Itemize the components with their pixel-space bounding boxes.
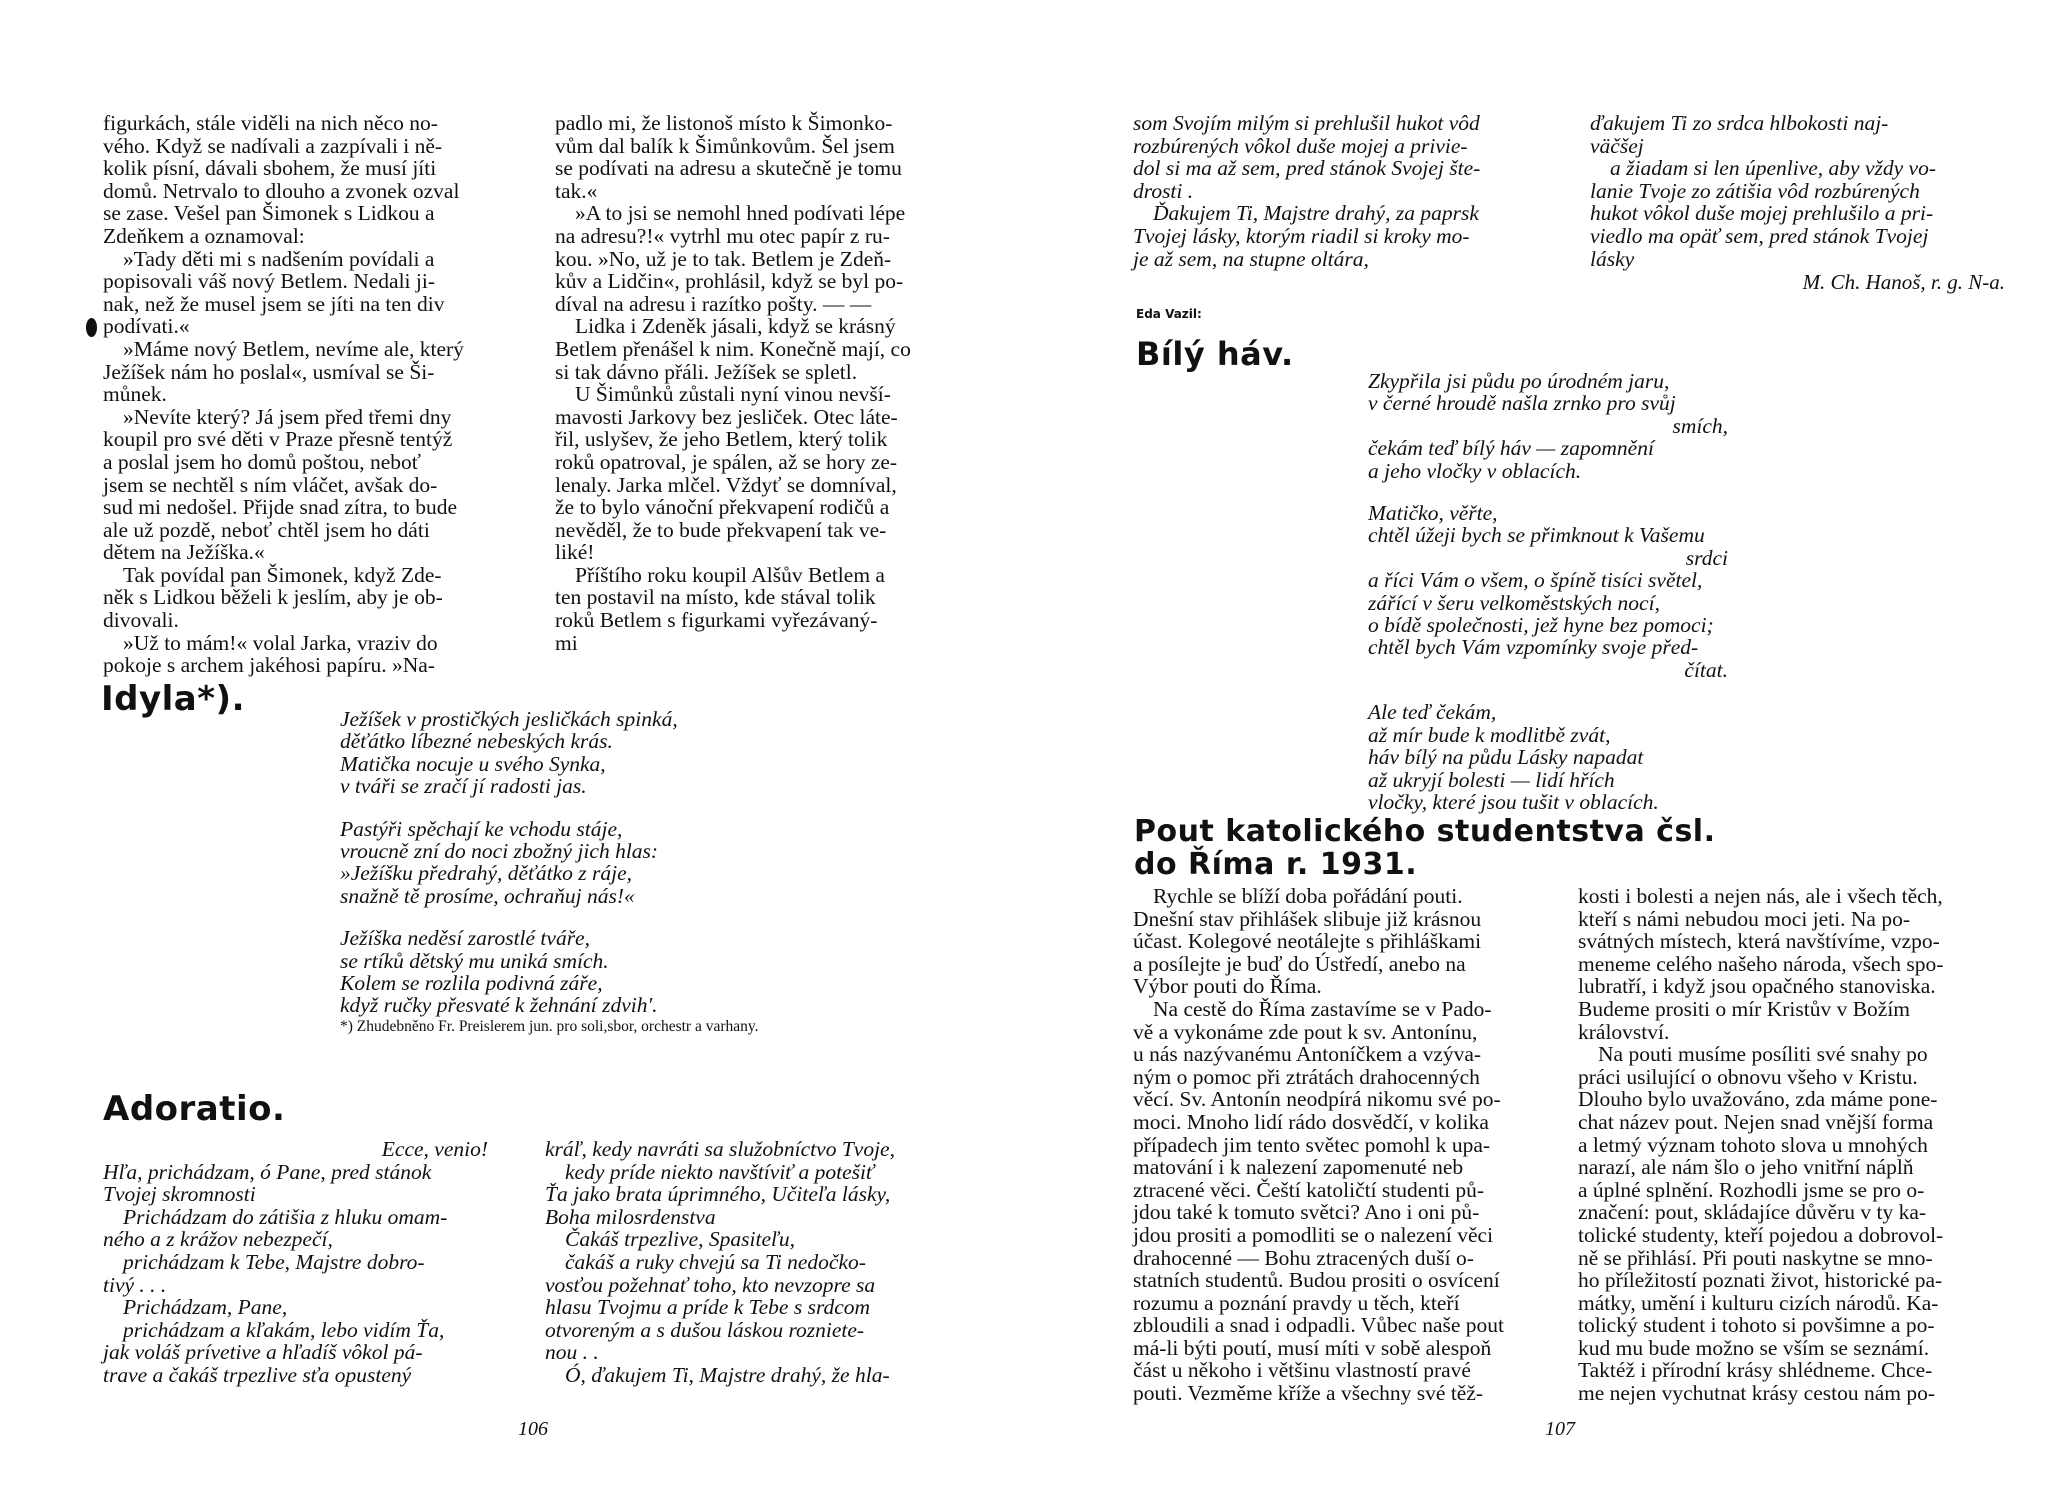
left-story-column-1-line: jsem se nechtěl s ním vláčet, avšak do- <box>103 472 438 497</box>
pout-column-2-line: svátných místech, která navštívíme, vzpo- <box>1578 929 1940 954</box>
left-story-column-1-line: kolik písní, dávali sbohem, že musí jíti <box>103 156 437 181</box>
adoratio-column-1-line: prichádzam k Tebe, Majstre dobro- <box>123 1249 425 1274</box>
pout-column-2-line: tolický student i tohoto si povšimne a po- <box>1578 1313 1935 1338</box>
poem-line: smích, <box>1672 413 1728 438</box>
left-story-column-1-line: »Tady děti mi s nadšením povídali a <box>123 246 435 271</box>
pout-column-1-line: část u někoho i většinu vlastností pravé <box>1133 1358 1471 1383</box>
poem-line: až ukryjí bolesti — lidí hřích <box>1368 767 1615 792</box>
pout-title-line-1: Pout katolického studentstva čsl. <box>1134 814 1716 849</box>
left-story-column-2-line: kův a Lidčin«, prohlásil, když se byl po- <box>555 269 904 294</box>
pout-column-1-line: vě a vykonáme zde pout k sv. Antonínu, <box>1133 1019 1478 1044</box>
poem-stanza <box>1368 502 1768 681</box>
pout-column-2-line: Budeme prositi o mír Kristův v Božím <box>1578 996 1911 1021</box>
poem-line: chtěl úžeji bych se přimknout k Vašemu <box>1368 523 1705 548</box>
poem-stanza <box>1368 701 1768 813</box>
pout-column-2-line: kud mu bude možno se vším se seznámí. <box>1578 1335 1930 1360</box>
adoratio-column-2 <box>545 1138 970 1387</box>
pout-column-1-line: jdou prositi a pomodliti se o nalezení věci <box>1133 1222 1494 1247</box>
adoratio-cont-column-2-line: ďakujem Ti zo srdca hlbokosti naj- <box>1590 111 1889 135</box>
left-story-column-2-line: liké! <box>555 540 595 565</box>
left-story-column-2-line: roků opatroval, je spálen, až se hory ze- <box>555 449 898 474</box>
poem-stanza <box>340 708 770 798</box>
adoratio-column-1-line: Prichádzam, Pane, <box>123 1295 288 1320</box>
left-story-column-1 <box>103 112 518 677</box>
adoratio-cont-column-2-line: viedlo ma opäť sem, pred stánok Tvojej <box>1590 223 1929 248</box>
adoratio-title: Adoratio. <box>103 1089 286 1129</box>
pout-column-2-line: meneme celého našeho národa, všech spo- <box>1578 951 1944 976</box>
poem-line: o bídě společnosti, jež hyne bez pomoci; <box>1368 613 1714 638</box>
pout-column-1-line: matování i k nalezení zapomenuté neb <box>1133 1155 1464 1180</box>
poem-stanza <box>340 927 770 1017</box>
adoratio-column-1-line: Ecce, venio! <box>381 1137 488 1161</box>
pout-column-2-line: mátky, umění i kulturu cizích národů. Ka- <box>1578 1290 1939 1315</box>
pout-column-2-line: Taktéž i přírodní krásy shlédneme. Chce- <box>1578 1358 1933 1383</box>
left-story-column-2-line: řil, uslyšev, že jeho Betlem, který tolik <box>555 427 888 452</box>
poem-line: Ale teď čekám, <box>1368 700 1497 725</box>
pout-column-1-line: rozumu a poznání pravdy u těch, kteří <box>1133 1290 1460 1315</box>
left-story-column-1-line: něk s Lidkou běželi k jeslím, aby je ob- <box>103 585 443 610</box>
pout-column-2-line: ně se přihlásí. Při pouti naskytne se mno- <box>1578 1245 1933 1270</box>
pout-column-1-line: případech jim tento světec pomohl k upa- <box>1133 1132 1491 1157</box>
pout-column-2-line: kosti i bolesti a nejen nás, ale i všech těch, <box>1578 884 1943 908</box>
poem-line: Matička nocuje u svého Synka, <box>340 751 606 776</box>
adoratio-signature: M. Ch. Hanoš, r. g. N-a. <box>1802 270 2005 294</box>
poem-line: vločky, které jsou tušit v oblacích. <box>1368 789 1659 814</box>
left-story-column-1-line: Ježíšek nám ho poslal«, usmíval se Ši- <box>103 359 435 384</box>
left-story-column-2-line: padlo mi, že listonoš místo k Šimonko- <box>555 111 893 135</box>
left-story-column-1-line: sud mi nedošel. Přijde snad zítra, to bude <box>103 495 458 520</box>
adoratio-cont-column-1 <box>1133 112 1553 270</box>
pout-column-1-line: Výbor pouti do Říma. <box>1133 974 1322 999</box>
poem-line: až mír bude k modlitbě zvát, <box>1368 722 1611 747</box>
adoratio-column-1-line: Hľa, prichádzam, ó Pane, pred stánok <box>103 1159 432 1184</box>
adoratio-column-1-line: prichádzam a kľakám, lebo vidím Ťa, <box>123 1317 445 1342</box>
poem-line: a říci Vám o všem, o špíně tisíci světel, <box>1368 568 1703 593</box>
pout-column-1 <box>1133 885 1558 1405</box>
left-story-column-2-line: roků Betlem s figurkami vyřezávaný- <box>555 608 878 633</box>
poem-line: v tváři se zračí jí radosti jas. <box>340 774 587 799</box>
left-story-column-2-line: díval na adresu i razítko pošty. — — <box>555 291 872 316</box>
adoratio-cont-column-1-line: Tvojej lásky, ktorým riadil si kroky mo- <box>1133 223 1470 248</box>
adoratio-cont-column-2-line: hukot vôkol duše mojej prehlušilo a pri- <box>1590 201 1934 226</box>
pout-column-1-line: ztracené věci. Čeští katoličtí studenti pů- <box>1133 1177 1485 1202</box>
left-story-column-2-line: Příštího roku koupil Alšův Betlem a <box>575 562 885 587</box>
left-story-column-1-line: pokoje s archem jakéhosi papíru. »Na- <box>103 653 435 678</box>
adoratio-column-2-line: čakáš a ruky chvejú sa Ti nedočko- <box>565 1249 866 1274</box>
bily-hav-title: Bílý háv. <box>1136 335 1294 373</box>
pout-column-2-line: království. <box>1578 1019 1670 1044</box>
adoratio-column-2-line: Čakáš trpezlive, Spasiteľu, <box>565 1227 795 1252</box>
pout-column-1-line: účast. Kolegové neotálejte s přihláškami <box>1133 929 1482 954</box>
left-story-column-1-line: Zdeňkem a oznamoval: <box>103 223 305 248</box>
adoratio-cont-column-2 <box>1590 112 2005 270</box>
pout-column-2-line: narazí, ale nám šlo o jeho vnitřní náplň <box>1578 1155 1914 1180</box>
left-story-column-1-line: domů. Netrvalo to dlouho a zvonek ozval <box>103 178 460 203</box>
poem-line: »Ježíšku předrahý, děťátko z ráje, <box>340 861 633 886</box>
adoratio-column-2-line: Boha milosrdenstva <box>545 1204 716 1229</box>
left-story-column-1-line: se zase. Vešel pan Šimonek s Lidkou a <box>103 201 435 226</box>
adoratio-column-2-line: kráľ, kedy navráti sa služobníctvo Tvoje, <box>545 1137 895 1161</box>
left-story-column-2-line: ten postavil na místo, kde stával tolik <box>555 585 876 610</box>
pout-column-1-line: moci. Mnoho lidí rádo dosvědčí, v kolika <box>1133 1109 1489 1134</box>
pout-column-2-line: lubratří, i když jsou opačného stanoviska. <box>1578 974 1936 999</box>
pout-column-2-line: značení: pout, skládajíce důvěru v ty ka- <box>1578 1200 1927 1225</box>
adoratio-column-2-line: kedy príde niekto navštíviť a potešiť <box>565 1159 874 1184</box>
left-story-column-2-line: že to bylo vánoční překvapení rodičů a <box>555 495 890 520</box>
pout-column-2-line: a úplné splnění. Rozhodli jsme se pro o- <box>1578 1177 1925 1202</box>
left-story-column-2-line: lenaly. Jarka mlčel. Vždyť se domníval, <box>555 472 897 497</box>
adoratio-column-2-line: nou . . <box>545 1340 599 1365</box>
pout-column-2-line: ho příležitostí poznati život, historické pa- <box>1578 1268 1943 1293</box>
pout-column-1-line: jdou také k tomuto světci? Ano i oni pů- <box>1133 1200 1480 1225</box>
left-story-column-1-line: »Nevíte který? Já jsem před třemi dny <box>123 404 452 429</box>
left-story-column-1-line: dětem na Ježíška.« <box>103 540 265 565</box>
poem-line: Kolem se rozlila podivná záře, <box>340 971 603 996</box>
adoratio-column-1 <box>103 1138 518 1387</box>
adoratio-cont-column-1-line: dol si ma až sem, pred stánok Svojej šte- <box>1133 156 1481 181</box>
left-story-column-1-line: koupil pro své děti v Praze přesně tentýž <box>103 427 453 452</box>
adoratio-column-1-line: jak voláš prívetive a hľadíš vôkol pá- <box>103 1340 423 1365</box>
poem-line: Pastýři spěchají ke vchodu stáje, <box>340 816 623 841</box>
left-story-column-2-line: mi <box>555 630 578 655</box>
pout-column-1-line: má-li býti poutí, musí míti v sobě alespoň <box>1133 1335 1492 1360</box>
pout-column-1-line: Dnešní stav přihlášek slibuje již krásnou <box>1133 906 1482 931</box>
poem-line: a jeho vločky v oblacích. <box>1368 458 1582 483</box>
pout-title-line-2: do Říma r. 1931. <box>1134 847 1418 882</box>
left-story-column-1-line: Tak povídal pan Šimonek, když Zde- <box>123 562 442 587</box>
adoratio-column-2-line: Ťa jako brata úprimného, Učiteľa lásky, <box>545 1182 891 1207</box>
poem-stanza <box>340 818 770 908</box>
pout-column-2-line: tolické studenty, kteří pojedou a dobrovol- <box>1578 1222 1944 1247</box>
left-story-column-2-line: tak.« <box>555 178 598 203</box>
pout-column-1-line: statních studentů. Budou prositi o osvícení <box>1133 1268 1500 1293</box>
bily-hav-poem <box>1368 370 1768 833</box>
poem-line: děťátko líbezné nebeských krás. <box>340 729 613 754</box>
left-story-column-1-line: podívati.« <box>103 314 190 339</box>
poem-line: háv bílý na půdu Lásky napadat <box>1368 745 1644 770</box>
left-story-column-1-line: »Už to mám!« volal Jarka, vraziv do <box>123 630 438 655</box>
poem-line: snažně tě prosíme, ochraňuj nás!« <box>340 883 635 908</box>
page-number-left: 106 <box>518 1418 548 1440</box>
idyla-footnote-line: *) Zhudebněno Fr. Preislerem jun. pro soli, <box>340 1018 608 1035</box>
adoratio-cont-column-2-line: a žiadam si len úpenlive, aby vždy vo- <box>1610 156 1936 181</box>
poem-line: Zkypřila jsi půdu po úrodném jaru, <box>1368 369 1670 393</box>
adoratio-column-1-line: tivý . . . <box>103 1272 167 1297</box>
adoratio-column-2-line: Ó, ďakujem Ti, Majstre drahý, že hla- <box>565 1362 890 1387</box>
adoratio-cont-column-1-line: drosti . <box>1133 178 1194 203</box>
pout-title <box>1134 815 1715 881</box>
pout-column-1-line: ným o pomoc při ztrátách drahocenných <box>1133 1064 1480 1089</box>
left-story-column-2-line: Betlem přenášel k nim. Konečně mají, co <box>555 336 911 361</box>
pout-column-1-line: a posílejte je buď do Ústředí, anebo na <box>1133 951 1466 976</box>
poem-line: srdci <box>1685 545 1728 570</box>
adoratio-cont-column-1-line: je až sem, na stupne oltára, <box>1133 246 1369 271</box>
left-story-column-1-line: můnek. <box>103 382 167 407</box>
idyla-footnote <box>340 1018 780 1036</box>
poem-line: v černé hroudě našla zrnko pro svůj <box>1368 391 1676 416</box>
left-story-column-2-line: mavosti Jarkovy bez jesliček. Otec láte- <box>555 404 898 429</box>
poem-line: čekám teď bílý háv — zapomnění <box>1368 436 1654 461</box>
poem-line: když ručky přesvaté k žehnání zdvih'. <box>340 993 658 1018</box>
poem-line: se rtíků dětský mu uniká smích. <box>340 948 609 973</box>
pout-column-1-line: drahocenné — Bohu ztracených duší o- <box>1133 1245 1474 1270</box>
page-number-right: 107 <box>1545 1418 1575 1440</box>
left-story-column-2-line: kou. »No, už je to tak. Betlem je Zdeň- <box>555 246 892 271</box>
poem-line: Ježíška neděsí zarostlé tváře, <box>340 926 590 951</box>
left-story-column-1-line: ale už pozdě, neboť chtěl jsem ho dáti <box>103 517 430 542</box>
idyla-poem <box>340 708 770 1037</box>
pout-column-2-line: me nejen vychutnat krásy cestou nám po- <box>1578 1381 1936 1406</box>
pout-column-2-line: Dlouho bylo uvažováno, zda máme pone- <box>1578 1087 1938 1112</box>
poem-stanza <box>1368 370 1768 482</box>
pout-column-2-line: Na pouti musíme posíliti své snahy po <box>1598 1042 1928 1067</box>
pout-column-1-line: Na cestě do Říma zastavíme se v Pado- <box>1153 996 1492 1021</box>
left-story-column-1-line: nak, než že musel jsem se jíti na ten div <box>103 291 445 316</box>
left-story-column-2-line: »A to jsi se nemohl hned podívati lépe <box>575 201 906 226</box>
pout-column-2 <box>1578 885 2006 1405</box>
adoratio-column-1-line: Prichádzam do zátišia z hluku omam- <box>123 1204 448 1229</box>
pout-column-1-line: pouti. Vezměme kříže a všechny své těž- <box>1133 1381 1484 1406</box>
poem-line: čítat. <box>1684 657 1728 682</box>
adoratio-column-1-line: trave a čakáš trpezlive sťa opustený <box>103 1362 412 1387</box>
left-story-column-2 <box>555 112 970 654</box>
poem-line: Ježíšek v prostičkých jesličkách spinká, <box>340 707 678 731</box>
left-story-column-2-line: U Šimůnků zůstali nyní vinou nevší- <box>575 382 891 407</box>
adoratio-cont-column-1-line: Ďakujem Ti, Majstre drahý, za paprsk <box>1153 201 1479 226</box>
pout-column-1-line: Rychle se blíží doba pořádání pouti. <box>1153 884 1463 908</box>
idyla-title: Idyla*). <box>101 679 245 719</box>
poem-line: zářící v šeru velkoměstských nocí, <box>1368 590 1660 615</box>
pout-column-1-line: u nás nazývanému Antoníčkem a vzýva- <box>1133 1042 1482 1067</box>
bily-hav-author: Eda Vazil: <box>1136 307 1202 321</box>
adoratio-column-2-line: vosťou požehnať toho, kto nevzopre sa <box>545 1272 876 1297</box>
left-story-column-2-line: se podívati na adresu a skutečně je tomu <box>555 156 902 181</box>
poem-line: chtěl bych Vám vzpomínky svoje před- <box>1368 635 1699 660</box>
left-story-column-2-line: nevěděl, že to bude překvapení tak ve- <box>555 517 887 542</box>
left-story-column-2-line: vům dal balík k Šimůnkovům. Šel jsem <box>555 133 895 158</box>
left-story-column-1-line: divovali. <box>103 608 179 633</box>
pout-column-1-line: věcí. Sv. Antonín neodpírá nikomu své po- <box>1133 1087 1501 1112</box>
left-story-column-1-line: figurkách, stále viděli na nich něco no- <box>103 111 438 135</box>
adoratio-cont-column-1-line: rozbúrených vôkol duše mojej a privie- <box>1133 133 1468 158</box>
adoratio-column-1-line: Tvojej skromnosti <box>103 1182 256 1207</box>
left-story-column-1-line: »Máme nový Betlem, nevíme ale, který <box>123 336 464 361</box>
adoratio-cont-column-1-line: som Svojím milým si prehlušil hukot vôd <box>1133 111 1480 135</box>
left-story-column-2-line: na adresu?!« vytrhl mu otec papír z ru- <box>555 223 890 248</box>
poem-line: vroucně zní do noci zbožný jich hlas: <box>340 839 659 864</box>
adoratio-column-2-line: otvoreným a s dušou láskou rozniete- <box>545 1317 865 1342</box>
poem-line: Matičko, věřte, <box>1368 501 1498 526</box>
adoratio-column-2-line: hlasu Tvojmu a príde k Tebe s srdcom <box>545 1295 871 1320</box>
pout-column-2-line: práci usilující o obnovu všeho v Kristu. <box>1578 1064 1918 1089</box>
left-story-column-1-line: vého. Když se nadívali a zazpívali i ně- <box>103 133 443 158</box>
ink-blot <box>86 318 97 337</box>
adoratio-column-1-line: ného a z krážov nebezpečí, <box>103 1227 333 1252</box>
idyla-footnote-line: sbor, orchestr a varhany. <box>607 1018 759 1035</box>
adoratio-cont-column-2-line: lásky <box>1590 246 1635 271</box>
left-story-column-1-line: a poslal jsem ho domů poštou, neboť <box>103 449 421 474</box>
adoratio-cont-column-2-line: väčšej <box>1590 133 1644 158</box>
pout-column-2-line: kteří s námi nebudou moci jeti. Na po- <box>1578 906 1910 931</box>
left-story-column-1-line: popisovali váš nový Betlem. Nedali ji- <box>103 269 436 294</box>
pout-column-2-line: chat název pout. Nejen snad vnější forma <box>1578 1109 1934 1134</box>
adoratio-cont-column-2-line: lanie Tvoje zo zátišia vôd rozbúrených <box>1590 178 1920 203</box>
left-story-column-2-line: si tak dávno přáli. Ježíšek se spletl. <box>555 359 858 384</box>
pout-column-2-line: a letmý význam tohoto slova u mnohých <box>1578 1132 1928 1157</box>
left-story-column-2-line: Lidka i Zdeněk jásali, když se krásný <box>575 314 896 339</box>
pout-column-1-line: zbloudili a snad i odpadli. Vůbec naše pout <box>1133 1313 1505 1338</box>
